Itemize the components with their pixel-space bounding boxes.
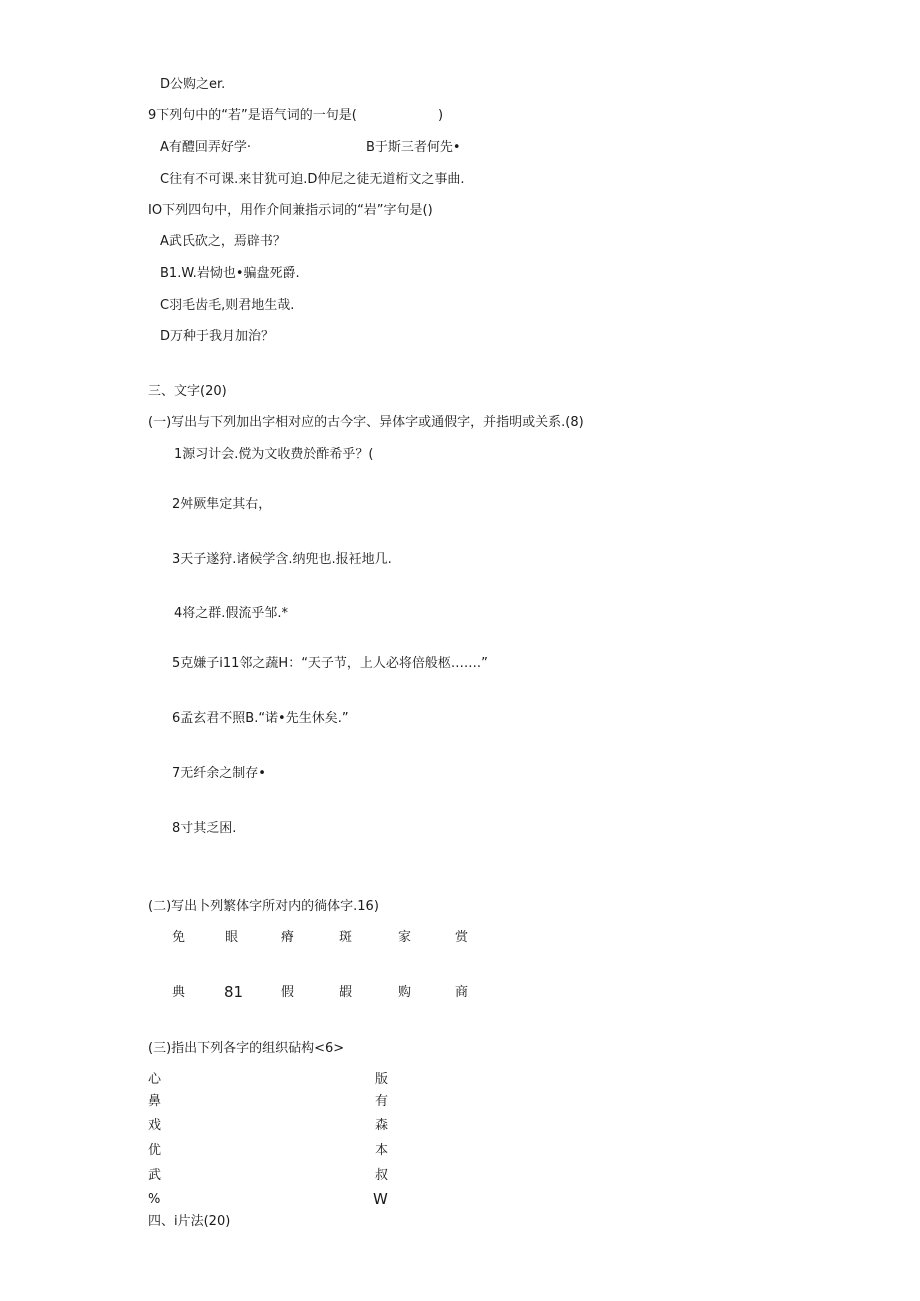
traditional-char: 斑 [339,930,353,945]
structure-char-left: 鼻 [148,1094,162,1109]
q9-stem-close: ) [438,108,444,123]
part1-item: 8寸其乏困. [172,821,237,836]
part1-item: 2舛厥隼定其右， [172,497,272,512]
part1-item: 1源习计会.傥为文收费於酢希乎？( [174,447,374,462]
structure-char-left: 优 [148,1143,162,1158]
section3-part1-title: (一)写出与下列加出字相对应的古今字、异体字或通假字，并指明或关系.(8) [148,415,584,430]
structure-char-right: 版 [375,1072,389,1087]
section3-part2-title: (二)写出卜列繁体字所对内的徜体字.16) [148,899,379,914]
structure-char-right: 叔 [375,1168,389,1183]
structure-char-left: 武 [148,1168,162,1183]
q10-option-b: B1.W.岩恸也•骗盘死爵. [160,266,300,281]
q9-stem: 9下列句中的“若”是语气词的一句是( [148,108,357,123]
part1-item: 4将之群.假流乎邹.* [174,606,289,621]
traditional-char: 瘠 [281,930,295,945]
traditional-char: 嘏 [339,985,353,1000]
q10-stem: IO下列四句中，用作介间兼指示词的“岩”字句是() [148,203,433,218]
section3-title: 三、文字(20) [148,384,227,399]
traditional-char: 商 [455,985,469,1000]
structure-char-right: 森 [375,1118,389,1133]
q9-option-b: B于斯三者何先• [366,140,461,155]
structure-char-left: 心 [148,1072,162,1087]
structure-char-left: 戏 [148,1118,162,1133]
q9-option-cd: C往有不可课.来甘犹可迫.D仲尼之徒无道桁文之事曲. [160,172,465,187]
structure-char-left: % [148,1192,161,1207]
traditional-char: 81 [224,983,244,1001]
traditional-char: 假 [281,985,295,1000]
q9-option-a: A有醴回弄好学· [160,140,252,155]
traditional-char: 免 [172,930,186,945]
traditional-char: 眼 [225,930,239,945]
q10-option-d: D万种于我月加治？ [160,329,275,344]
section4-title: 四、i片法(20) [148,1214,231,1229]
traditional-char: 赏 [455,930,469,945]
structure-char-right: 有 [375,1094,389,1109]
traditional-char: 典 [172,985,186,1000]
structure-char-right: 本 [375,1143,389,1158]
section3-part3-title: (三)指出下列各字的组织砧构<6> [148,1041,345,1056]
part1-item: 7无纤余之制存• [172,766,266,781]
traditional-char: 家 [398,930,412,945]
part1-item: 6孟玄君不照B.“诺•先生休矣.” [172,711,349,726]
q10-option-a: A武氏砍之，焉辟书？ [160,234,286,249]
structure-char-right: W [373,1190,388,1208]
traditional-char: 购 [398,985,412,1000]
part1-item: 3天子遂狩.诸候学含.纳兜也.报衽地几. [172,552,392,567]
q10-option-c: C羽毛齿毛,则君地生哉. [160,298,295,313]
part1-item: 5克嫌子i11邻之蔬H：“天子节，上人必将倍般柩…….” [172,656,488,671]
q8-option-d: D公购之er. [160,77,226,92]
